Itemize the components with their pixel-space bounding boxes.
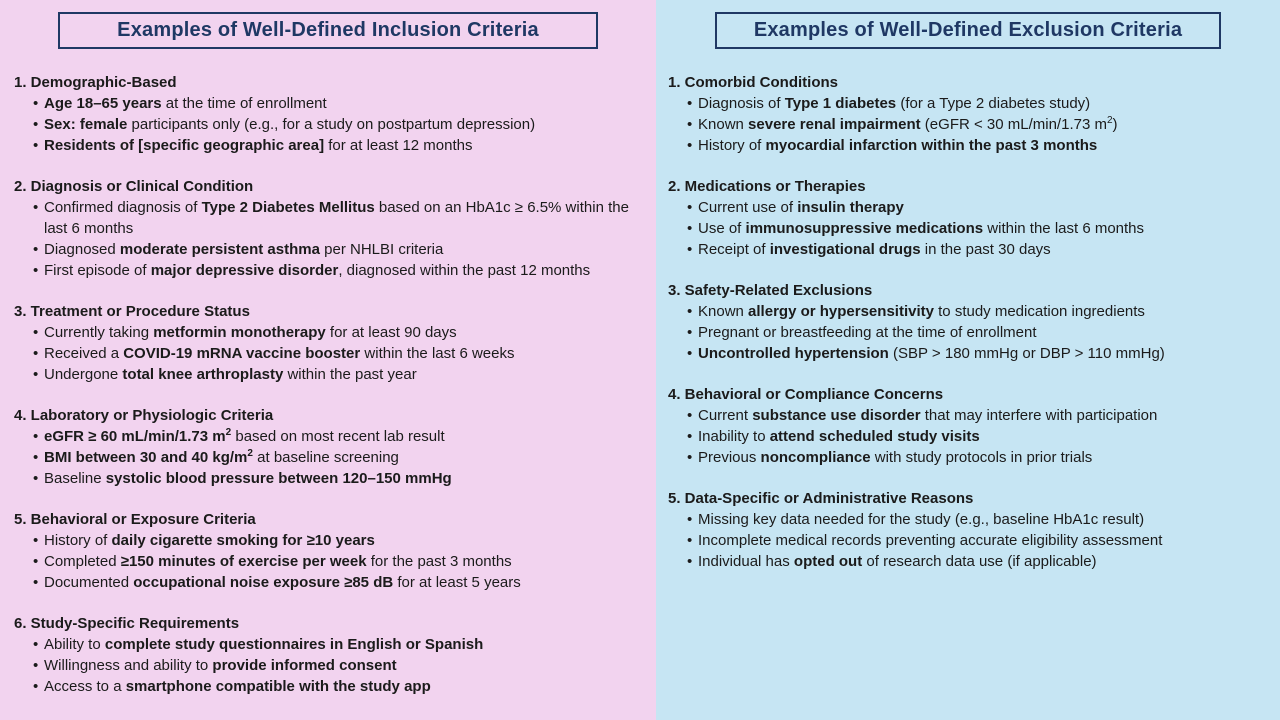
section-heading: 1. Comorbid Conditions <box>668 74 838 91</box>
bullet-list <box>668 405 1276 468</box>
criteria-section <box>668 72 1276 156</box>
bullet-item: • Known severe renal impairment (eGFR < 30 mL/min/1.73 $m^2$) <box>687 114 1276 135</box>
bullet-item: • Sex: female participants only (e.g., for a study on postpartum depression) <box>33 114 650 135</box>
bullet-item: • First episode of major depressive disorder, diagnosed within the past 12 months <box>33 260 650 281</box>
bullet-item: • Use of immunosuppressive medications within the last 6 months <box>687 218 1276 239</box>
bullet-item: • Confirmed diagnosis of Type 2 Diabetes Mellitus based on an HbA1c ≥ 6.5% within the last 6 months <box>33 197 650 239</box>
inclusion-title: Examples of Well-Defined Inclusion Criteria <box>117 19 539 41</box>
exclusion-criteria-list <box>656 49 1280 572</box>
bullet-list <box>14 530 650 593</box>
section-heading: 6. Study-Specific Requirements <box>14 615 240 632</box>
exclusion-title: Examples of Well-Defined Exclusion Criteria <box>753 19 1183 41</box>
section-heading: 3. Safety-Related Exclusions <box>668 282 873 299</box>
bullet-list <box>14 426 650 489</box>
bullet-item: • Received a COVID-19 mRNA vaccine booster within the last 6 weeks <box>33 343 650 364</box>
bullet-item: • Inability to attend scheduled study visits <box>687 426 1276 447</box>
inclusion-criteria-list <box>0 49 656 697</box>
exclusion-title-box <box>715 12 1221 49</box>
bullet-item: • Uncontrolled hypertension (SBP > 180 mmHg or DBP > 110 mmHg) <box>687 343 1276 364</box>
bullet-list <box>14 634 650 697</box>
criteria-section <box>14 176 650 281</box>
bullet-item: • Diagnosis of Type 1 diabetes (for a Type 2 diabetes study) <box>687 93 1276 114</box>
bullet-item: • Diagnosed moderate persistent asthma per NHLBI criteria <box>33 239 650 260</box>
criteria-section <box>14 405 650 489</box>
bullet-item: • Residents of [specific geographic area] for at least 12 months <box>33 135 650 156</box>
section-heading: 1. Demographic-Based <box>14 74 177 91</box>
bullet-item: • Age 18–65 years at the time of enrollment <box>33 93 650 114</box>
section-heading: 5. Data-Specific or Administrative Reasons <box>668 490 974 507</box>
bullet-list <box>668 93 1276 156</box>
criteria-section <box>14 72 650 156</box>
bullet-item: • Known allergy or hypersensitivity to study medication ingredients <box>687 301 1276 322</box>
section-heading: 4. Laboratory or Physiologic Criteria <box>14 407 274 424</box>
bullet-item: • History of myocardial infarction within the past 3 months <box>687 135 1276 156</box>
bullet-item: • Pregnant or breastfeeding at the time of enrollment <box>687 322 1276 343</box>
bullet-list <box>668 197 1276 260</box>
section-heading: 2. Diagnosis or Clinical Condition <box>14 178 254 195</box>
bullet-item: • Completed ≥150 minutes of exercise per week for the past 3 months <box>33 551 650 572</box>
criteria-section <box>668 280 1276 364</box>
criteria-section <box>668 176 1276 260</box>
bullet-list <box>14 322 650 385</box>
bullet-item: • Individual has opted out of research data use (if applicable) <box>687 551 1276 572</box>
bullet-list <box>14 93 650 156</box>
bullet-list <box>14 197 650 281</box>
bullet-item: • Baseline systolic blood pressure between 120–150 mmHg <box>33 468 650 489</box>
bullet-item: • Current substance use disorder that may interfere with participation <box>687 405 1276 426</box>
section-heading: 4. Behavioral or Compliance Concerns <box>668 386 944 403</box>
criteria-section <box>668 488 1276 572</box>
bullet-item: • BMI between 30 and 40 $kg/m^2$ at baseline screening <box>33 447 650 468</box>
bullet-list <box>668 301 1276 364</box>
bullet-item: • Receipt of investigational drugs in the past 30 days <box>687 239 1276 260</box>
section-heading: 5. Behavioral or Exposure Criteria <box>14 511 256 528</box>
criteria-section <box>14 613 650 697</box>
section-heading: 2. Medications or Therapies <box>668 178 866 195</box>
bullet-list <box>668 509 1276 572</box>
bullet-item: • Documented occupational noise exposure ≥85 dB for at least 5 years <box>33 572 650 593</box>
section-heading: 3. Treatment or Procedure Status <box>14 303 250 320</box>
criteria-section <box>14 301 650 385</box>
bullet-item: • Missing key data needed for the study (e.g., baseline HbA1c result) <box>687 509 1276 530</box>
exclusion-panel <box>656 0 1280 720</box>
bullet-item: • eGFR ≥ 60 mL/min/1.73 $m^2$ based on most recent lab result <box>33 426 650 447</box>
bullet-item: • Current use of insulin therapy <box>687 197 1276 218</box>
inclusion-title-box <box>58 12 598 49</box>
bullet-item: • Access to a smartphone compatible with the study app <box>33 676 650 697</box>
bullet-item: • Incomplete medical records preventing accurate eligibility assessment <box>687 530 1276 551</box>
criteria-section <box>14 509 650 593</box>
bullet-item: • Undergone total knee arthroplasty within the past year <box>33 364 650 385</box>
bullet-item: • Willingness and ability to provide informed consent <box>33 655 650 676</box>
criteria-section <box>668 384 1276 468</box>
bullet-item: • Ability to complete study questionnaires in English or Spanish <box>33 634 650 655</box>
bullet-item: • History of daily cigarette smoking for ≥10 years <box>33 530 650 551</box>
bullet-item: • Previous noncompliance with study protocols in prior trials <box>687 447 1276 468</box>
bullet-item: • Currently taking metformin monotherapy for at least 90 days <box>33 322 650 343</box>
